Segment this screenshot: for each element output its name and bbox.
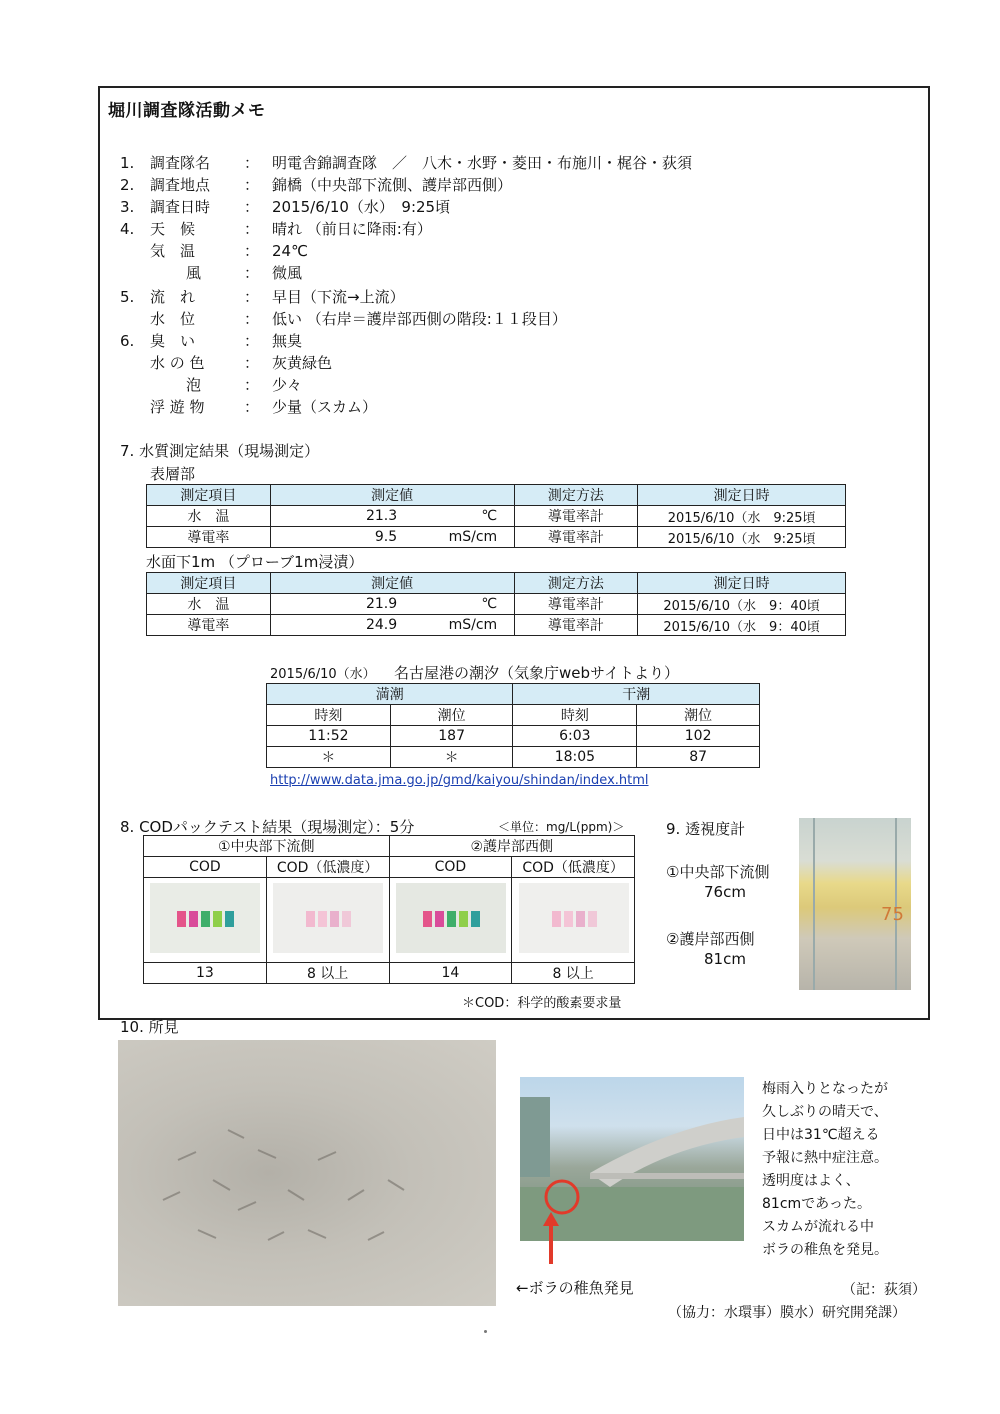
cod-footnote: ＊COD：科学的酸素要求量 [462, 996, 622, 1011]
info-value: 少量（スカム） [272, 398, 378, 416]
cod-value-cell: 13 [144, 963, 267, 984]
arrow-up-icon [543, 1212, 559, 1226]
table-row [147, 594, 846, 615]
depth-label: 水面下1m （プローブ1m浸漬） [146, 553, 364, 571]
info-label: 風 [186, 264, 202, 282]
water-quality-heading: 7. 水質測定結果（現場測定） [120, 442, 320, 460]
table-header-row [147, 485, 846, 506]
tide-title: 名古屋港の潮汐（気象庁webサイトより） [394, 664, 679, 682]
high-time-cell: ＊ [267, 747, 391, 768]
info-num: 3. [120, 198, 135, 216]
surface-label: 表層部 [150, 465, 196, 483]
low-time-cell: 18:05 [513, 747, 637, 768]
tide-header-row [267, 684, 760, 705]
cod-value-row [144, 963, 635, 984]
header-method: 測定方法 [514, 573, 638, 594]
info-colon: ： [244, 288, 260, 306]
jma-link[interactable]: http://www.data.jma.go.jp/gmd/kaiyou/shindan/index.html [270, 773, 649, 788]
item-cell: 水 温 [147, 594, 271, 615]
info-value: 24℃ [272, 242, 308, 260]
cod-color-strip-2 [273, 887, 383, 951]
color-chip [576, 911, 585, 927]
info-num: 2. [120, 176, 135, 194]
color-chip [306, 911, 315, 927]
info-value: 早目（下流→上流） [272, 288, 405, 306]
value-cell [270, 594, 514, 615]
level-header: 潮位 [390, 705, 513, 726]
cod-color-strip-1 [150, 887, 260, 951]
info-colon: ： [244, 310, 260, 328]
cod-value-cell: 8 以上 [266, 963, 389, 984]
info-colon: ： [244, 220, 260, 238]
info-label: 水 の 色 [150, 354, 205, 372]
transparency-heading: 9. 透視度計 [666, 820, 746, 838]
color-chip [552, 911, 561, 927]
high-level-cell: ＊ [390, 747, 513, 768]
value-number: 21.9 [365, 596, 398, 612]
high-time-cell: 11:52 [267, 726, 391, 747]
info-label: 水 位 [150, 310, 196, 328]
method-cell: 導電率計 [514, 506, 638, 527]
tide-date: 2015/6/10（水） [270, 667, 376, 682]
info-num: 1. [120, 154, 135, 172]
cod-low-col: COD（低濃度） [266, 857, 389, 878]
color-chip [213, 911, 222, 927]
cod-site-row [144, 836, 635, 857]
table-row [147, 527, 846, 548]
color-chip [588, 911, 597, 927]
info-value: 低い （右岸＝護岸部西側の階段:１１段目） [272, 310, 567, 328]
info-colon: ： [244, 242, 260, 260]
item-cell: 導電率 [147, 527, 271, 548]
info-colon: ： [244, 176, 260, 194]
recorder-note: （記：荻須） [842, 1282, 926, 1298]
info-label: 気 温 [150, 242, 196, 260]
cod-low-col: COD（低濃度） [512, 857, 635, 878]
date-cell: 2015/6/10（水 9:25頃 [638, 527, 846, 548]
color-chip [225, 911, 234, 927]
value-unit: mS/cm [448, 617, 498, 633]
method-cell: 導電率計 [514, 594, 638, 615]
info-num: 5. [120, 288, 135, 306]
info-label: 調査隊名 [150, 154, 211, 172]
photo-caption: ←ボラの稚魚発見 [516, 1279, 634, 1297]
info-value: 少々 [272, 376, 303, 394]
fish-school-svg [118, 1040, 496, 1306]
method-cell: 導電率計 [514, 527, 638, 548]
level-header: 潮位 [637, 705, 760, 726]
item-cell: 水 温 [147, 506, 271, 527]
date-cell: 2015/6/10（水 9:25頃 [638, 506, 846, 527]
note-line: スカムが流れる中 [762, 1219, 874, 1235]
method-cell: 導電率計 [514, 615, 638, 636]
value-cell [270, 506, 514, 527]
cod-column-row [144, 857, 635, 878]
findings-heading: 10. 所見 [120, 1018, 179, 1036]
time-header: 時刻 [267, 705, 391, 726]
info-colon: ： [244, 376, 260, 394]
fish-underwater-photo [118, 1040, 496, 1306]
arrow-shaft [549, 1222, 553, 1264]
page-title: 堀川調査隊活動メモ [108, 101, 266, 121]
color-chip [330, 911, 339, 927]
value-number: 21.3 [365, 508, 398, 524]
header-item: 測定項目 [147, 573, 271, 594]
info-value: 微風 [272, 264, 303, 282]
transparency-site1: ①中央部下流側 [666, 863, 770, 881]
table-row [147, 615, 846, 636]
note-line: 梅雨入りとなったが [762, 1081, 888, 1097]
cooperation-note: （協力：水環事）膜水）研究開発課） [668, 1305, 906, 1321]
note-line: 日中は31℃超える [762, 1127, 880, 1143]
cod-value-cell: 8 以上 [512, 963, 635, 984]
cod-value-cell: 14 [389, 963, 512, 984]
cod-color-strip-4 [519, 887, 629, 951]
item-cell: 導電率 [147, 615, 271, 636]
cod-unit: ＜単位：mg/L(ppm)＞ [498, 820, 625, 834]
info-value: 2015/6/10（水） 9:25頃 [272, 198, 451, 216]
note-line: 久しぶりの晴天で、 [762, 1104, 888, 1120]
tide-subheader-row [267, 705, 760, 726]
low-level-cell: 102 [637, 726, 760, 747]
value-number: 9.5 [374, 529, 398, 545]
info-value: 明電舎錦調査隊 ／ 八木・水野・菱田・布施川・梶谷・荻須 [272, 154, 693, 172]
scan-speck [484, 1330, 487, 1333]
info-label: 流 れ [150, 288, 196, 306]
time-header: 時刻 [513, 705, 637, 726]
value-cell [270, 615, 514, 636]
cod-site2: ②護岸部西側 [389, 836, 635, 857]
surface-table [146, 484, 846, 548]
color-chip [201, 911, 210, 927]
info-colon: ： [244, 154, 260, 172]
color-chip [435, 911, 444, 927]
value-unit: ℃ [481, 596, 498, 612]
high-tide-header: 満潮 [267, 684, 513, 705]
value-cell [270, 527, 514, 548]
header-value: 測定値 [270, 485, 514, 506]
depth-table [146, 572, 846, 636]
note-line: 81cmであった。 [762, 1196, 872, 1212]
value-number: 24.9 [365, 617, 398, 633]
note-line: 透明度はよく、 [762, 1173, 860, 1189]
note-line: ボラの稚魚を発見。 [762, 1242, 888, 1258]
cod-col: COD [389, 857, 512, 878]
color-chip [342, 911, 351, 927]
cod-site1: ①中央部下流側 [144, 836, 390, 857]
info-colon: ： [244, 398, 260, 416]
cod-color-strip-3 [396, 887, 506, 951]
tide-table [266, 683, 760, 768]
color-chip [177, 911, 186, 927]
cod-col: COD [144, 857, 267, 878]
note-line: 予報に熱中症注意。 [762, 1150, 888, 1166]
header-item: 測定項目 [147, 485, 271, 506]
info-label: 調査日時 [150, 198, 211, 216]
info-colon: ： [244, 198, 260, 216]
high-level-cell: 187 [390, 726, 513, 747]
info-num: 6. [120, 332, 135, 350]
date-cell: 2015/6/10（水 9：40頃 [638, 594, 846, 615]
low-level-cell: 87 [637, 747, 760, 768]
header-date: 測定日時 [638, 485, 846, 506]
table-header-row [147, 573, 846, 594]
transparency-site2: ②護岸部西側 [666, 930, 755, 948]
cod-heading: 8. CODパックテスト結果（現場測定）：5分 [120, 818, 415, 836]
color-chip [564, 911, 573, 927]
transparency-value1: 76cm [704, 883, 746, 901]
header-method: 測定方法 [514, 485, 638, 506]
color-chip [423, 911, 432, 927]
meter-scale-mark: 75 [881, 904, 904, 925]
header-value: 測定値 [270, 573, 514, 594]
low-tide-header: 干潮 [513, 684, 760, 705]
table-row [267, 726, 760, 747]
transparency-meter-photo [799, 818, 911, 990]
table-row [267, 747, 760, 768]
value-unit: mS/cm [448, 529, 498, 545]
color-chip [189, 911, 198, 927]
color-chip [471, 911, 480, 927]
header-date: 測定日時 [638, 573, 846, 594]
color-chip [318, 911, 327, 927]
color-chip [447, 911, 456, 927]
info-value: 灰黄緑色 [272, 354, 333, 372]
date-cell: 2015/6/10（水 9：40頃 [638, 615, 846, 636]
color-chip [459, 911, 468, 927]
info-colon: ： [244, 332, 260, 350]
info-label: 天 候 [150, 220, 196, 238]
info-label: 調査地点 [150, 176, 211, 194]
low-time-cell: 6:03 [513, 726, 637, 747]
transparency-value2: 81cm [704, 950, 746, 968]
info-label: 浮 遊 物 [150, 398, 205, 416]
table-row [147, 506, 846, 527]
info-num: 4. [120, 220, 135, 238]
findings-note [762, 1078, 888, 1262]
info-value: 錦橋（中央部下流側、護岸部西側） [272, 176, 513, 194]
info-colon: ： [244, 354, 260, 372]
info-label: 泡 [186, 376, 202, 394]
info-label: 臭 い [150, 332, 196, 350]
info-value: 無臭 [272, 332, 303, 350]
info-colon: ： [244, 264, 260, 282]
value-unit: ℃ [481, 508, 498, 524]
info-value: 晴れ （前日に降雨:有） [272, 220, 432, 238]
